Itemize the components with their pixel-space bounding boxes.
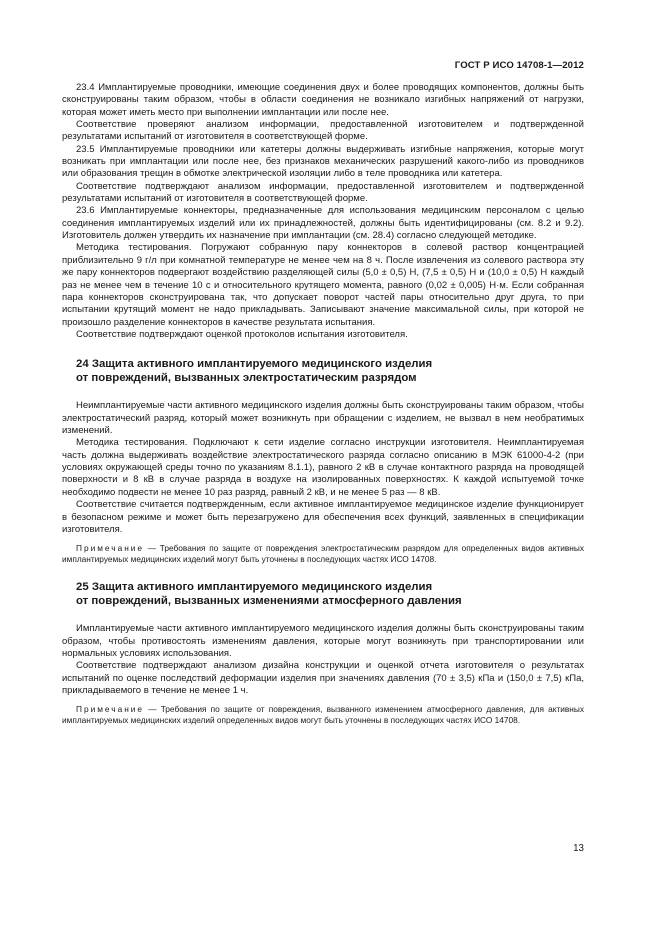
section-25-heading-line1: 25 Защита активного имплантируемого медицинского изделия <box>76 581 433 594</box>
section-24-compliance: Соответствие считается подтвержденным, если активное имплантируемое медицинское изделие функционирует в безопасном режиме и может быть перезагружено для обеспечения всех функций, заявленных в спецификации изготовителя. <box>62 499 584 535</box>
section-24-note <box>62 543 584 565</box>
section-24-test-method: Методика тестирования. Подключают к сети изделие согласно инструкции изготовителя. Неимплантируемая часть должна выдерживать воздействие электростатического разряда согласно описанию в МЭК 61000-4-2 (при условиях окружающей среды точно по указаниям 8.1.1), равного 2 кВ в случае контактного разряда на проводящей поверхности и 8 кВ в случае разряда в воздухе на изолированных поверхностях. К каждой испытуемой точке необходимо подвести не менее 10 раз разряд, равный 2 кВ, и не менее 5 раз — 8 кВ. <box>62 437 584 498</box>
section-25-paragraph-1: Имплантируемые части активного имплантируемого медицинского изделия должны быть сконструированы таким образом, чтобы противостоять изменениям давления, которые могут возникнуть при транспортировании или нормальных условиях использования. <box>62 623 584 660</box>
document-page <box>62 0 584 935</box>
section-24-heading-line2: от повреждений, вызванных электростатическим разрядом <box>76 371 417 384</box>
section-25-heading <box>62 581 584 608</box>
section-25-note <box>62 704 584 726</box>
clause-23-5-compliance: Соответствие подтверждают анализом информации, предоставленной изготовителем и подтвержденной результатами испытаний от изготовителя в соответствующей форме. <box>62 180 584 205</box>
clause-23-4-compliance: Соответствие проверяют анализом информации, предоставленной изготовителем и подтвержденной результатами испытаний от изготовителя в соответствующей форме. <box>62 119 584 143</box>
clause-23-4: 23.4 Имплантируемые проводники, имеющие соединения двух и более проводящих компонентов, должны быть сконструированы таким образом, чтобы в области соединения не возникало изгибных напряжений от нагрузки, которая может иметь место при выполнении имплантации или после нее. <box>62 82 584 118</box>
note-text: — Требования по защите от повреждения, вызванного изменением атмосферного давления, для активных имплантируемых медицинских изделий определенных видов могут быть уточнены в последующих частях ИСО 14708. <box>62 704 584 726</box>
note-label: Примечание <box>76 704 145 715</box>
section-24-heading-line1: 24 Защита активного имплантируемого медицинского изделия <box>76 358 433 371</box>
document-body <box>62 82 584 726</box>
standard-designation: ГОСТ Р ИСО 14708-1—2012 <box>454 60 584 71</box>
note-label: Примечание <box>76 543 145 554</box>
page-number: 13 <box>573 843 584 854</box>
clause-23-6-test-method: Методика тестирования. Погружают собранную пару коннекторов в солевой раствор концентрацией приблизительно 9 г/л при комнатной температуре не менее чем на 8 ч. После извлечения из солевого раствора эту же пару коннекторов подвергают воздействию разделяющей силы (5,0 ± 0,5) Н, (7,5 ± 0,5) Н и (10,0 ± 0,5) Н каждый раз не менее чем в течение 10 с и относительного крутящего момента, равного (0,02 ± 0,005) Н·м. Если собранная пара коннекторов сконструирована так, что допускает поворот частей пары относительно друг друга, то при испытании крутящий момент не надо прикладывать. Записывают значение максимальной силы, при которой не произошло разделение коннекторов в качестве результата испытания. <box>62 242 584 328</box>
section-24-paragraph-1: Неимплантируемые части активного медицинского изделия должны быть сконструированы таким образом, чтобы электростатический разряд, который может возникнуть при обращении с изделием, не вызвал в нем необратимых изменений. <box>62 400 584 437</box>
section-25-heading-line2: от повреждений, вызванных изменениями атмосферного давления <box>76 594 462 607</box>
clause-23-6: 23.6 Имплантируемые коннекторы, предназначенные для использования медицинским персоналом с целью соединения имплантируемых изделий или их принадлежностей, должны быть идентифицированы (см. 8.2 и 9.2). Изготовитель должен утвердить их назначение при имплантации (см. 28.4) согласно следующей методике. <box>62 205 584 242</box>
section-24-heading <box>62 358 584 385</box>
clause-23-6-compliance: Соответствие подтверждают оценкой протоколов испытания изготовителя. <box>76 328 408 340</box>
note-text: — Требования по защите от повреждения электростатическим разрядом для определенных видов активных имплантируемых медицинских изделий могут быть уточнены в последующих частях ИСО 14708. <box>62 543 584 565</box>
clause-23-5: 23.5 Имплантируемые проводники или катетеры должны выдерживать изгибные напряжения, которые могут возникать при имплантации или после нее, без признаков механических разрушений какого-либо из проводников или образования трещин в обмотке электрической изоляции либо в теле проводника или катетера. <box>62 143 584 180</box>
section-25-compliance: Соответствие подтверждают анализом дизайна конструкции и оценкой отчета изготовителя о результатах испытаний по оценке последствий деформации изделия при значениях давления (70 ± 3,5) кПа и (150,0 ± 7,5) кПа, прикладываемого в течение не менее 1 ч. <box>62 660 584 697</box>
